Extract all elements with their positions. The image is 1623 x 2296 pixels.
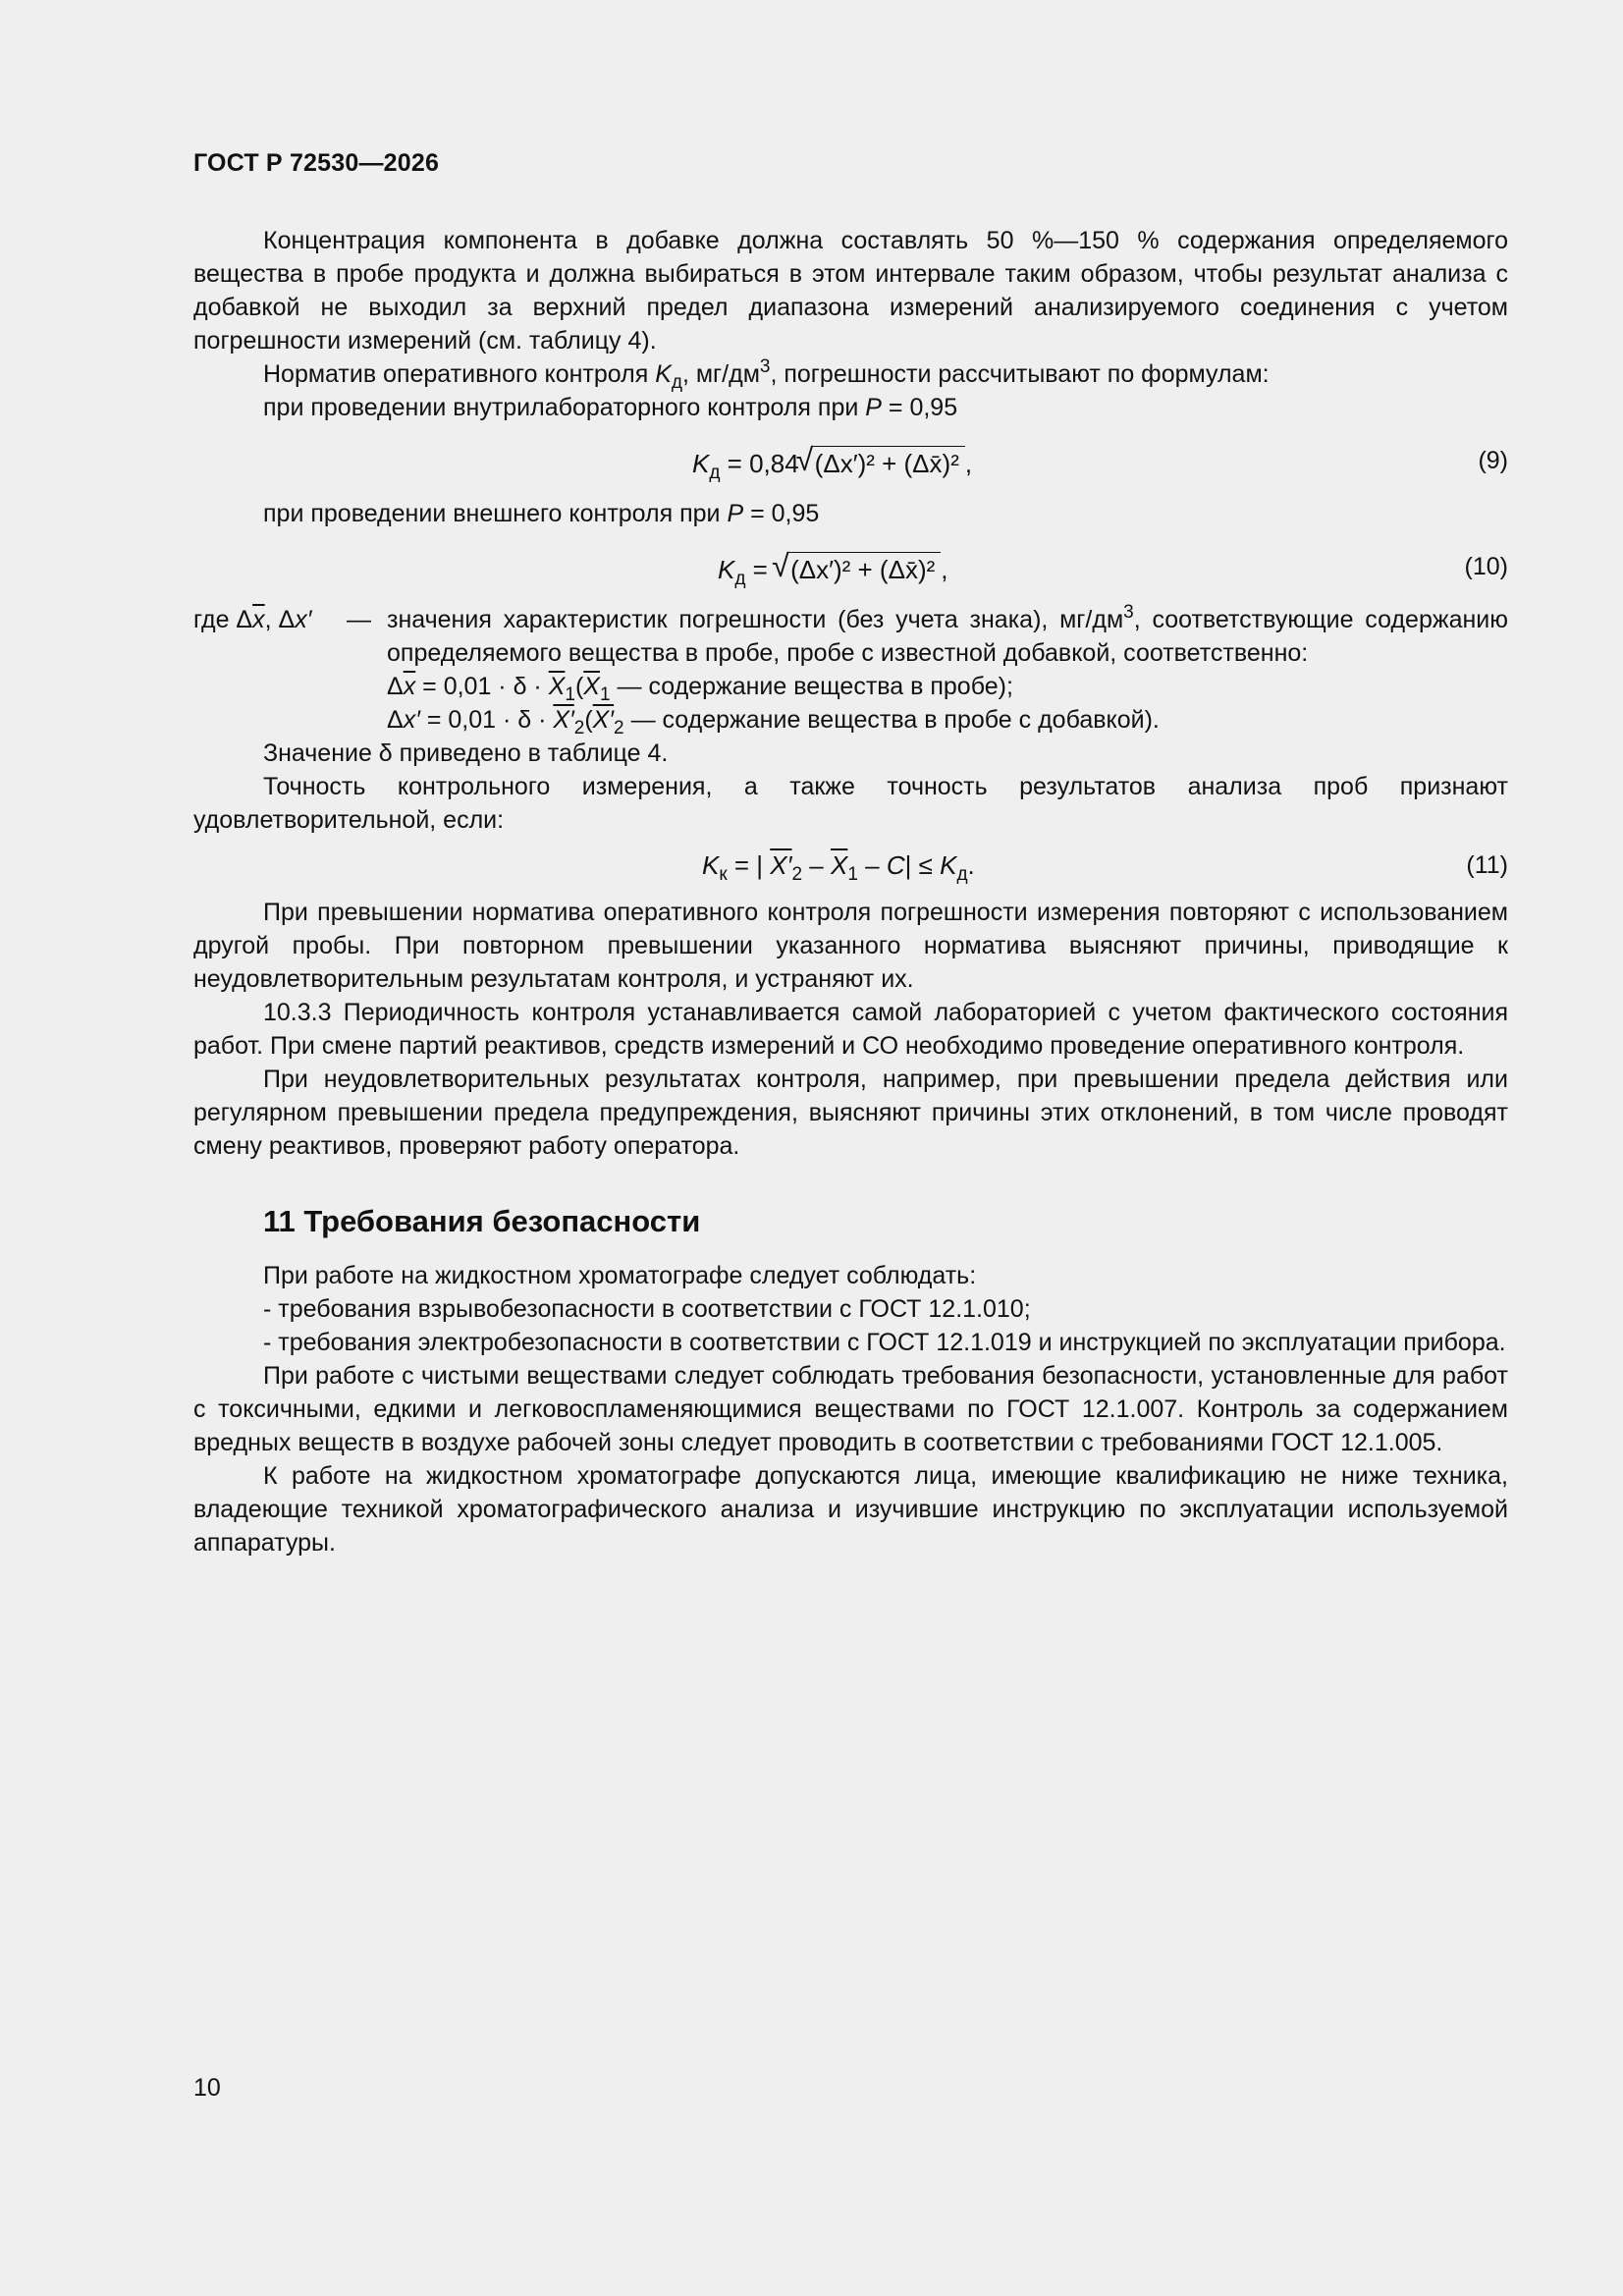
formula-9-expression: $K_д = 0,84$ √ (Δx′)² + (Δx̄)² ,: [692, 446, 972, 480]
formula-11-expression: $K_к$ = | $X'_2 - \overline{X}_1 - C| \le K_д$.: [702, 850, 975, 885]
where-line-delta-x: $\Delta\overline{x} = 0,01 \cdot \delta \cdot \overline{X}_1(\overline{X}_1$ — содержание вещества в пробе);: [387, 673, 1013, 705]
document-body: [193, 224, 1508, 1559]
sqrt-sign: √ (Δx′)² + (Δx̄)²: [788, 552, 941, 586]
sqrt-sign: √ (Δx′)² + (Δx̄)²: [813, 446, 965, 480]
document-code-header: ГОСТ Р 72530—2026: [193, 149, 440, 177]
list-item-explosion-safety: - требования взрывобезопасности в соответствии с ГОСТ 12.1.010;: [263, 1295, 1031, 1323]
paragraph-unsatisfactory-results: При неудовлетворительных результатах контроля, например, при превышении предела действия или регулярном превышении предела предупреждения, выясняют причины этих отклонений, в том числе проводят смену реактивов, проверяют работу оператора.: [193, 1066, 1508, 1160]
where-line-delta-x-prime: $\Delta x' = 0,01 \cdot \delta \cdot X'_2(X'_2$ — содержание вещества в пробе с добавкой).: [387, 706, 1160, 738]
formula-9: [193, 424, 1508, 497]
paragraph-additive-concentration: Концентрация компонента в добавке должна составлять 50 %—150 % содержания определяемого вещества в пробе продукта и должна выбираться в этом интервале таким образом, чтобы результат анализа с добавкой не выходил за верхний предел диапазона измерений анализируемого соединения с учетом погрешности измерений (см. таблицу 4).: [193, 227, 1508, 355]
paragraph-control-norm: Норматив оперативного контроля $K_д$, $мг/дм^3$, погрешности рассчитывают по формулам:: [263, 356, 1270, 393]
section-11-title: 11 Требования безопасности: [263, 1204, 701, 1238]
page-number: 10: [193, 2074, 221, 2102]
formula-10: [193, 530, 1508, 603]
paragraph-personnel-qualification: К работе на жидкостном хроматографе допускаются лица, имеющие квалификацию не ниже техника, владеющие техникой хроматографического анализа и изучившие инструкцию по эксплуатации используемой аппаратуры.: [193, 1462, 1508, 1557]
formula-10-number: (10): [1464, 553, 1508, 580]
where-label: где $\Delta\overline{x}$, Δx′: [193, 606, 312, 633]
paragraph-internal-control: при проведении внутрилабораторного контроля при P = 0,95: [263, 394, 958, 421]
paragraph-external-control: при проведении внешнего контроля при P = 0,95: [263, 500, 820, 527]
paragraph-pure-substances: При работе с чистыми веществами следует соблюдать требования безопасности, установленные для работ с токсичными, едкими и легковоспламеняющимися веществами по ГОСТ 12.1.007. Контроль за содержанием вредных веществ в воздухе рабочей зоны следует проводить в соответствии с требованиями ГОСТ 12.1.005.: [193, 1362, 1508, 1456]
paragraph-safety-intro: При работе на жидкостном хроматографе следует соблюдать:: [263, 1262, 977, 1289]
paragraph-delta-value: Значение δ приведено в таблице 4.: [263, 739, 669, 767]
paragraph-10-3-3: 10.3.3 Периодичность контроля устанавливается самой лабораторией с учетом фактического состояния работ. При смене партий реактивов, средств измерений и СО необходимо проведение оперативного контроля.: [193, 999, 1508, 1060]
formula-11-number: (11): [1466, 851, 1508, 879]
paragraph-accuracy: Точность контрольного измерения, а также точность результатов анализа проб признают удовлетворительной, если:: [193, 773, 1508, 834]
formula-9-number: (9): [1478, 447, 1508, 474]
where-definitions: [193, 603, 1508, 737]
where-description: значения характеристик погрешности (без учета знака), $мг/дм^3$, соответствующие содержанию определяемого вещества в пробе, пробе с известной добавкой, соответственно:: [387, 602, 1508, 667]
formula-10-expression: $K_д$ = √ (Δx′)² + (Δx̄)² ,: [718, 552, 948, 586]
where-dash: —: [347, 606, 371, 633]
formula-11: [193, 837, 1508, 896]
paragraph-exceeding-norm: При превышении норматива оперативного контроля погрешности измерения повторяют с использованием другой пробы. При повторном превышении указанного норматива выясняют причины, приводящие к неудовлетворительным результатам контроля, и устраняют их.: [193, 899, 1508, 993]
list-item-electrical-safety: - требования электробезопасности в соответствии с ГОСТ 12.1.019 и инструкцией по эксплуатации прибора.: [263, 1329, 1506, 1356]
